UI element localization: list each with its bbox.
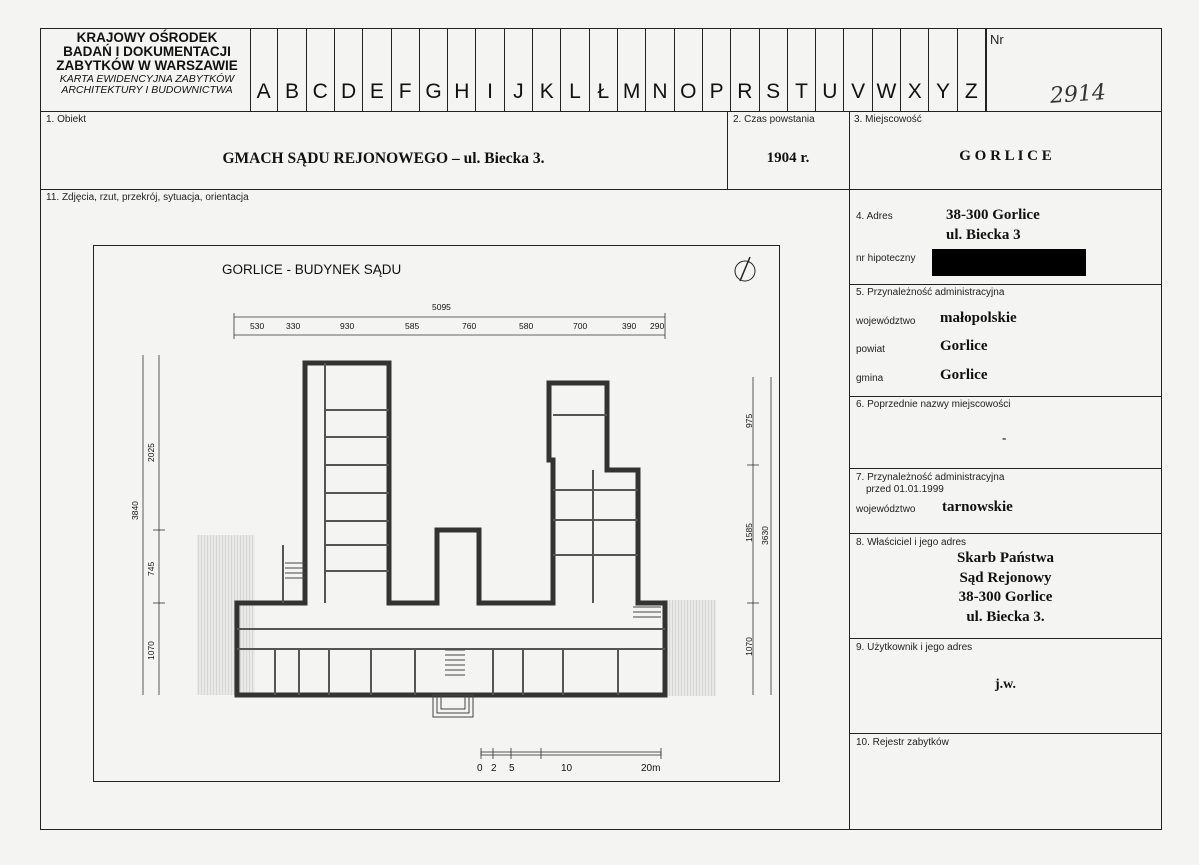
index-letter [958, 28, 986, 112]
dimension-top-segment: 700 [573, 321, 588, 331]
nr-label: Nr [990, 32, 1004, 47]
dimension-top-segment: 930 [340, 321, 355, 331]
index-letter-text: I [487, 80, 494, 103]
adres-line-2: ul. Biecka 3 [946, 227, 1021, 243]
poprzednie-label: 6. Poprzednie nazwy miejscowości [856, 399, 1011, 410]
dimension-total-width: 5095 [432, 302, 451, 312]
index-letter [844, 28, 872, 112]
org-line-2: BADAŃ I DOKUMENTACJI [63, 44, 231, 60]
czas-value: 1904 r. [766, 150, 810, 166]
dimension-left-2: 745 [146, 561, 156, 576]
dimension-left-1: 2025 [146, 443, 156, 462]
index-letter-text: E [369, 80, 384, 103]
index-letter-text: Y [936, 80, 951, 103]
przynaleznosc99-label-1: 7. Przynależność administracyjna [856, 472, 1005, 483]
index-letter [561, 28, 589, 112]
dimension-right-1: 975 [744, 413, 754, 428]
hatched-ground-left [197, 535, 255, 695]
index-letter [901, 28, 929, 112]
obiekt-label: 1. Obiekt [46, 114, 87, 125]
miejscowosc-value: G O R L I C E [959, 148, 1052, 164]
index-letter-text: L [569, 80, 581, 103]
index-letter [278, 28, 306, 112]
scale-label-0: 0 [477, 763, 483, 774]
index-letter-text: T [795, 80, 808, 103]
powiat-value: Gorlice [940, 338, 988, 354]
entrance-steps [433, 695, 473, 717]
index-letter-text: W [876, 80, 897, 103]
adres-label: 4. Adres [856, 211, 893, 222]
staircases [285, 563, 661, 675]
plan-title: GORLICE - BUDYNEK SĄDU [222, 262, 402, 277]
index-letter [929, 28, 957, 112]
dimension-top-segment: 585 [405, 321, 420, 331]
index-letter-text: Ł [597, 80, 610, 103]
uzytkownik-value: j.w. [995, 677, 1016, 692]
rejestr-label: 10. Rejestr zabytków [856, 737, 949, 748]
index-letter [533, 28, 561, 112]
scale-label-20m: 20m [641, 763, 661, 774]
index-letter-text: Z [964, 80, 978, 103]
scale-label-5: 5 [509, 763, 515, 774]
index-letter-text: M [622, 80, 641, 103]
index-letter-text: G [425, 80, 442, 103]
index-letter-text: H [454, 80, 470, 103]
index-letter-text: S [766, 80, 781, 103]
index-letter-text: O [680, 80, 697, 103]
org-line-5: ARCHITEKTURY I BUDOWNICTWA [61, 83, 233, 96]
wlasciciel-line-2: Sąd Rejonowy [959, 570, 1052, 586]
miejscowosc-label: 3. Miejscowość [854, 114, 922, 125]
uzytkownik-label: 9. Użytkownik i jego adres [856, 642, 973, 653]
dimension-top-segment: 330 [286, 321, 301, 331]
dimension-top-segment: 580 [519, 321, 534, 331]
index-letter-text: J [513, 80, 524, 103]
index-letter-text: X [907, 80, 922, 103]
wlasciciel-line-4: ul. Biecka 3. [966, 609, 1045, 625]
org-line-3: ZABYTKÓW W WARSZAWIE [56, 58, 238, 74]
index-letter [788, 28, 816, 112]
north-arrow-icon [735, 257, 755, 281]
wojewodztwo99-value: tarnowskie [942, 499, 1013, 515]
index-letter [363, 28, 391, 112]
index-letter [618, 28, 646, 112]
przynaleznosc99-label-2: przed 01.01.1999 [866, 484, 944, 495]
czas-label: 2. Czas powstania [733, 114, 815, 125]
dimension-right-3: 1070 [744, 637, 754, 656]
index-letter-text: F [398, 80, 412, 103]
index-letter [590, 28, 618, 112]
index-letter [335, 28, 363, 112]
przynaleznosc-label: 5. Przynależność administracyjna [856, 287, 1005, 298]
org-line-1: KRAJOWY OŚRODEK [76, 30, 218, 45]
dimension-top-segment: 290 [650, 321, 665, 331]
index-letter-text: R [737, 80, 753, 103]
dimension-left-total: 3840 [130, 501, 140, 520]
poprzednie-value: - [1002, 430, 1007, 445]
index-letter [760, 28, 788, 112]
scale-label-10: 10 [561, 763, 573, 774]
index-letter [250, 28, 278, 112]
index-letter-text: U [822, 80, 838, 103]
floor-plan-drawing [93, 245, 780, 782]
index-letter [873, 28, 901, 112]
org-line-4: KARTA EWIDENCYJNA ZABYTKÓW [59, 72, 235, 85]
wojewodztwo-value: małopolskie [940, 310, 1017, 326]
wojewodztwo99-label: województwo [856, 504, 916, 515]
index-letter [816, 28, 844, 112]
index-letter [420, 28, 448, 112]
index-letter [703, 28, 731, 112]
obiekt-value: GMACH SĄDU REJONOWEGO – ul. Biecka 3. [222, 150, 545, 167]
index-letter-text: N [652, 80, 668, 103]
index-letter [646, 28, 674, 112]
index-letter [505, 28, 533, 112]
wlasciciel-line-1: Skarb Państwa [956, 550, 1055, 566]
index-letter-text: C [312, 80, 328, 103]
index-letter-text: D [340, 80, 357, 103]
zdjecia-label: 11. Zdjęcia, rzut, przekrój, sytuacja, orientacja [46, 192, 249, 203]
redacted-block [932, 249, 1086, 276]
index-letter [307, 28, 335, 112]
index-letter-text: A [256, 80, 271, 103]
dimension-top-segment: 530 [250, 321, 265, 331]
nr-handwritten-value: 2914 [1049, 80, 1107, 109]
hatched-ground-right [663, 600, 716, 696]
adres-line-1: 38-300 Gorlice [946, 207, 1040, 223]
institution-block [44, 31, 250, 96]
index-letter-text: P [709, 80, 724, 103]
index-letter-text: B [284, 80, 299, 103]
index-letter [476, 28, 504, 112]
index-letter [392, 28, 420, 112]
wlasciciel-line-3: 38-300 Gorlice [958, 589, 1053, 605]
gmina-label: gmina [856, 373, 884, 384]
gmina-value: Gorlice [940, 367, 988, 383]
index-letter [448, 28, 476, 112]
index-letter [675, 28, 703, 112]
dimension-top-segment: 760 [462, 321, 477, 331]
scale-label-2: 2 [491, 763, 497, 774]
hipoteczny-label: nr hipoteczny [856, 253, 916, 264]
wojewodztwo-label: województwo [856, 316, 916, 327]
dimension-right-2: 1585 [744, 523, 754, 542]
index-letter [731, 28, 759, 112]
dimension-right-total: 3630 [760, 526, 770, 545]
powiat-label: powiat [856, 344, 885, 355]
wlasciciel-label: 8. Właściciel i jego adres [856, 537, 967, 548]
building-walls [237, 363, 665, 695]
dimension-top-segment: 390 [622, 321, 637, 331]
scale-bar [481, 748, 661, 759]
index-letter-text: K [539, 80, 554, 103]
dimension-left-3: 1070 [146, 641, 156, 660]
index-letter-text: V [851, 80, 866, 103]
